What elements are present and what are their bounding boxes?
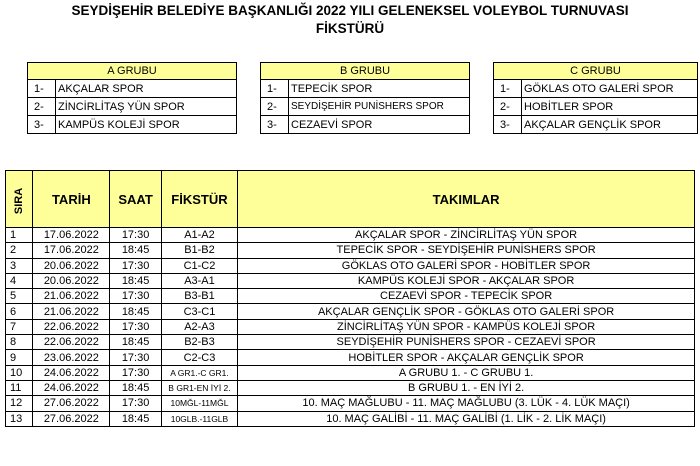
- row-number: 12: [6, 396, 33, 411]
- team-number: 2-: [494, 98, 522, 116]
- group-c-header: C GRUBU: [494, 63, 698, 80]
- group-team-row: [494, 80, 698, 98]
- row-date: 24.06.2022: [33, 380, 110, 395]
- team-name: AKÇALAR GENÇLİK SPOR: [522, 116, 698, 134]
- team-number: 1-: [28, 80, 56, 98]
- table-row: [6, 228, 695, 243]
- row-number: 11: [6, 380, 33, 395]
- row-time: 17:30: [110, 258, 161, 273]
- row-number: 9: [6, 350, 33, 365]
- row-fixture: C3-C1: [161, 304, 237, 319]
- row-date: 22.06.2022: [33, 319, 110, 334]
- row-number: 4: [6, 273, 33, 288]
- fixture-header-row: [6, 171, 695, 228]
- group-team-row: [261, 98, 470, 116]
- team-number: 3-: [261, 116, 289, 134]
- group-c-table: [493, 62, 698, 134]
- row-time: 18:45: [110, 411, 161, 426]
- table-row: [6, 365, 695, 380]
- row-teams: SEYDİŞEHİR PUNİSHERS SPOR - CEZAEVİ SPOR: [238, 335, 695, 350]
- team-name: CEZAEVİ SPOR: [289, 116, 470, 134]
- team-number: 1-: [494, 80, 522, 98]
- row-date: 23.06.2022: [33, 350, 110, 365]
- row-teams: HOBİTLER SPOR - AKÇALAR GENÇLİK SPOR: [238, 350, 695, 365]
- team-number: 2-: [28, 98, 56, 116]
- row-date: 20.06.2022: [33, 273, 110, 288]
- group-team-row: [261, 116, 470, 134]
- team-name: HOBİTLER SPOR: [522, 98, 698, 116]
- row-date: 21.06.2022: [33, 304, 110, 319]
- row-number: 1: [6, 228, 33, 243]
- row-time: 17:30: [110, 319, 161, 334]
- group-team-row: [261, 80, 470, 98]
- team-number: 3-: [494, 116, 522, 134]
- row-teams: KAMPÜS KOLEJİ SPOR - AKÇALAR SPOR: [238, 273, 695, 288]
- row-number: 10: [6, 365, 33, 380]
- row-number: 8: [6, 335, 33, 350]
- table-row: [6, 350, 695, 365]
- row-time: 18:45: [110, 304, 161, 319]
- row-date: 27.06.2022: [33, 411, 110, 426]
- row-date: 22.06.2022: [33, 335, 110, 350]
- table-row: [6, 289, 695, 304]
- group-team-row: [28, 98, 237, 116]
- team-name: TEPECİK SPOR: [289, 80, 470, 98]
- row-date: 27.06.2022: [33, 396, 110, 411]
- table-row: [6, 243, 695, 258]
- row-teams: AKÇALAR SPOR - ZİNCİRLİTAŞ YÜN SPOR: [238, 228, 695, 243]
- team-name: GÖKLAS OTO GALERİ SPOR: [522, 80, 698, 98]
- row-teams: ZİNCİRLİTAŞ YÜN SPOR - KAMPÜS KOLEJİ SPOR: [238, 319, 695, 334]
- row-number: 3: [6, 258, 33, 273]
- group-a-header: A GRUBU: [28, 63, 237, 80]
- row-fixture: C2-C3: [161, 350, 237, 365]
- group-b-header: B GRUBU: [261, 63, 470, 80]
- header-date: TARİH: [33, 171, 110, 228]
- row-date: 24.06.2022: [33, 365, 110, 380]
- row-time: 18:45: [110, 243, 161, 258]
- row-time: 18:45: [110, 335, 161, 350]
- row-date: 17.06.2022: [33, 243, 110, 258]
- row-fixture: A1-A2: [161, 228, 237, 243]
- row-number: 7: [6, 319, 33, 334]
- row-number: 5: [6, 289, 33, 304]
- row-teams: 10. MAÇ GALİBİ - 11. MAÇ GALİBİ (1. LİK - 2. LİK MAÇI): [238, 411, 695, 426]
- row-time: 17:30: [110, 350, 161, 365]
- row-teams: GÖKLAS OTO GALERİ SPOR - HOBİTLER SPOR: [238, 258, 695, 273]
- team-name: ZİNCİRLİTAŞ YÜN SPOR: [56, 98, 237, 116]
- header-sira-label: SIRA: [13, 187, 26, 214]
- row-time: 17:30: [110, 396, 161, 411]
- team-number: 1-: [261, 80, 289, 98]
- row-teams: CEZAEVİ SPOR - TEPECİK SPOR: [238, 289, 695, 304]
- row-date: 21.06.2022: [33, 289, 110, 304]
- row-number: 13: [6, 411, 33, 426]
- row-date: 20.06.2022: [33, 258, 110, 273]
- page-title: SEYDİŞEHİR BELEDİYE BAŞKANLIĞI 2022 YILI GELENEKSEL VOLEYBOL TURNUVASI: [71, 3, 629, 18]
- header-time: SAAT: [110, 171, 161, 228]
- row-fixture: B GR1-EN İYİ 2.: [161, 380, 237, 395]
- row-time: 17:30: [110, 289, 161, 304]
- row-number: 6: [6, 304, 33, 319]
- team-name: KAMPÜS KOLEJİ SPOR: [56, 116, 237, 134]
- group-team-row: [28, 116, 237, 134]
- row-time: 18:45: [110, 380, 161, 395]
- row-time: 17:30: [110, 228, 161, 243]
- group-b-table: [260, 62, 470, 134]
- table-row: [6, 273, 695, 288]
- table-row: [6, 304, 695, 319]
- table-row: [6, 380, 695, 395]
- row-date: 17.06.2022: [33, 228, 110, 243]
- header-sira: [6, 171, 33, 228]
- row-fixture: 10GLB.-11GLB: [161, 411, 237, 426]
- table-row: [6, 396, 695, 411]
- table-row: [6, 258, 695, 273]
- team-name: AKÇALAR SPOR: [56, 80, 237, 98]
- row-number: 2: [6, 243, 33, 258]
- row-fixture: A3-A1: [161, 273, 237, 288]
- row-teams: TEPECİK SPOR - SEYDİŞEHİR PUNİSHERS SPOR: [238, 243, 695, 258]
- row-fixture: A2-A3: [161, 319, 237, 334]
- header-teams: TAKIMLAR: [238, 171, 695, 228]
- table-row: [6, 411, 695, 426]
- table-row: [6, 319, 695, 334]
- team-number: 2-: [261, 98, 289, 116]
- header-fixture: FİKSTÜR: [161, 171, 237, 228]
- table-row: [6, 335, 695, 350]
- row-teams: AKÇALAR GENÇLİK SPOR - GÖKLAS OTO GALERİ SPOR: [238, 304, 695, 319]
- row-time: 17:30: [110, 365, 161, 380]
- team-name: SEYDİŞEHİR PUNİSHERS SPOR: [289, 98, 470, 116]
- row-fixture: B3-B1: [161, 289, 237, 304]
- team-number: 3-: [28, 116, 56, 134]
- group-a-table: [27, 62, 237, 134]
- row-teams: A GRUBU 1. - C GRUBU 1.: [238, 365, 695, 380]
- row-teams: B GRUBU 1. - EN İYİ 2.: [238, 380, 695, 395]
- row-fixture: B1-B2: [161, 243, 237, 258]
- row-time: 18:45: [110, 273, 161, 288]
- fixture-table: [5, 170, 695, 427]
- group-team-row: [494, 98, 698, 116]
- row-fixture: 10MĞL-11MĞL: [161, 396, 237, 411]
- group-team-row: [494, 116, 698, 134]
- group-team-row: [28, 80, 237, 98]
- row-fixture: C1-C2: [161, 258, 237, 273]
- row-teams: 10. MAÇ MAĞLUBU - 11. MAÇ MAĞLUBU (3. LÜK - 4. LÜK MAÇI): [238, 396, 695, 411]
- page-subtitle: FİKSTÜRÜ: [315, 21, 385, 36]
- row-fixture: B2-B3: [161, 335, 237, 350]
- row-fixture: A GR1.-C GR1.: [161, 365, 237, 380]
